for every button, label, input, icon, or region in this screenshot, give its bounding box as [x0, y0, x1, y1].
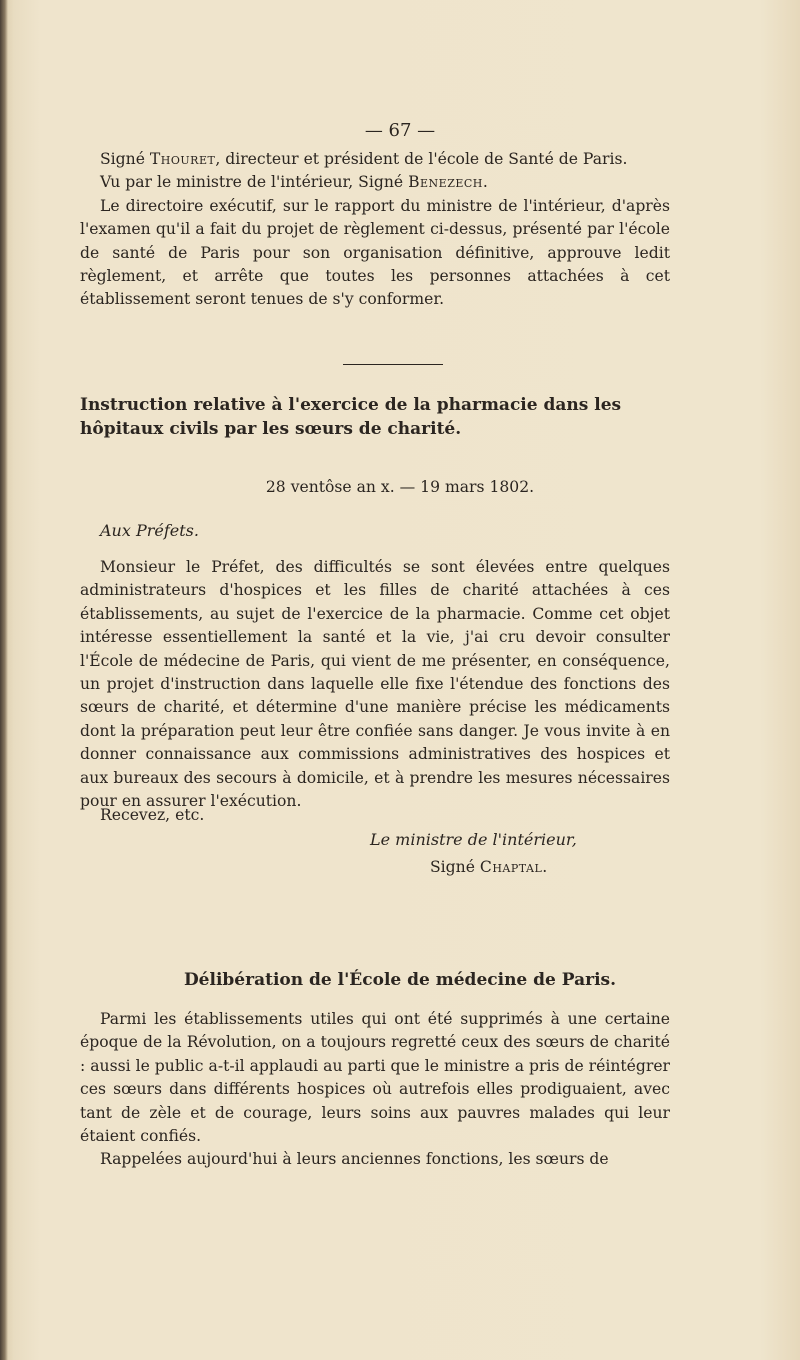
section1-heading-line1: Instruction relative à l'exercice de la pharmacie dans les — [80, 395, 622, 415]
signature-suffix: . — [542, 858, 548, 876]
section2-heading: Délibération de l'École de médecine de Paris. — [183, 970, 617, 990]
page-number: — 67 — — [364, 120, 436, 141]
section1-addressee: Aux Préfets. — [100, 521, 199, 540]
section2-paragraph-2: Rappelées aujourd'hui à leurs anciennes fonctions, les sœurs de — [100, 1150, 609, 1169]
section1-heading-line2: hôpitaux civils par les sœurs de charité. — [80, 419, 462, 439]
name-chaptal: Chaptal — [479, 858, 543, 876]
section2-body-block — [80, 1008, 670, 1172]
section1-date: 28 ventôse an x. — 19 mars 1802. — [265, 478, 535, 496]
section1-body-block — [80, 556, 670, 813]
page-binding-edge — [0, 0, 8, 1360]
intro-paragraph: Le directoire exécutif, sur le rapport du ministre de l'intérieur, d'après l'examen qu'il a fait du projet de règlement ci-dessus, présenté par l'école de santé de Paris pour son organisation définitive, approuve ledit règlement, et arrête que toutes les personnes attachées à cet établissement seront tenues de s'y conformer. — [80, 196, 670, 309]
section1-body: Monsieur le Préfet, des difficultés se sont élevées entre quelques administrateurs d'hospices et les filles de charité attachées à ces établissements, au sujet de l'exercice de la pharmacie. Comme cet objet intéresse essentiellement la santé et la vie, j'ai cru devoir consulter l'École de médecine de Paris, qui vient de me présenter, en conséquence, un projet d'instruction dans laquelle elle fixe l'étendue des fonctions des sœurs de charité, et détermine d'une manière précise les médicaments dont la préparation peut leur être confiée sans danger. Je vous invite à en donner connaissance aux commissions administratives des hospices et aux bureaux des secours à domicile, et à prendre les mesures nécessaires pour en assurer l'exécution. — [80, 558, 670, 811]
intro-line-thouret — [80, 148, 670, 171]
intro-block — [80, 148, 670, 312]
intro-line-benezech — [80, 171, 670, 194]
section1-signature — [430, 858, 547, 876]
section1-heading — [80, 393, 670, 441]
name-thouret: Thouret — [149, 150, 216, 168]
signature-prefix: Signé — [430, 858, 480, 876]
intro-line2-suffix: . — [482, 173, 488, 192]
intro-line1-suffix: , directeur et président de l'école de Santé de Paris. — [215, 150, 628, 168]
name-benezech: Benezech — [408, 173, 483, 192]
intro-line1-prefix: Signé — [100, 150, 150, 168]
section-divider — [343, 364, 443, 365]
intro-line2-prefix: Vu par le ministre de l'intérieur, Signé — [100, 173, 409, 192]
section1-closing: Recevez, etc. — [100, 806, 205, 824]
section1-signatory-title: Le ministre de l'intérieur, — [370, 830, 577, 849]
section2-paragraph-1: Parmi les établissements utiles qui ont été supprimés à une certaine époque de la Révolution, on a toujours regretté ceux des sœurs de charité : aussi le public a-t-il applaudi au parti que le ministre a pris de réintégrer ces sœurs dans différents hospices où autrefois elles prodiguaient, avec tant de zèle et de courage, leurs soins aux pauvres malades qui leur étaient confiés. — [80, 1010, 670, 1146]
